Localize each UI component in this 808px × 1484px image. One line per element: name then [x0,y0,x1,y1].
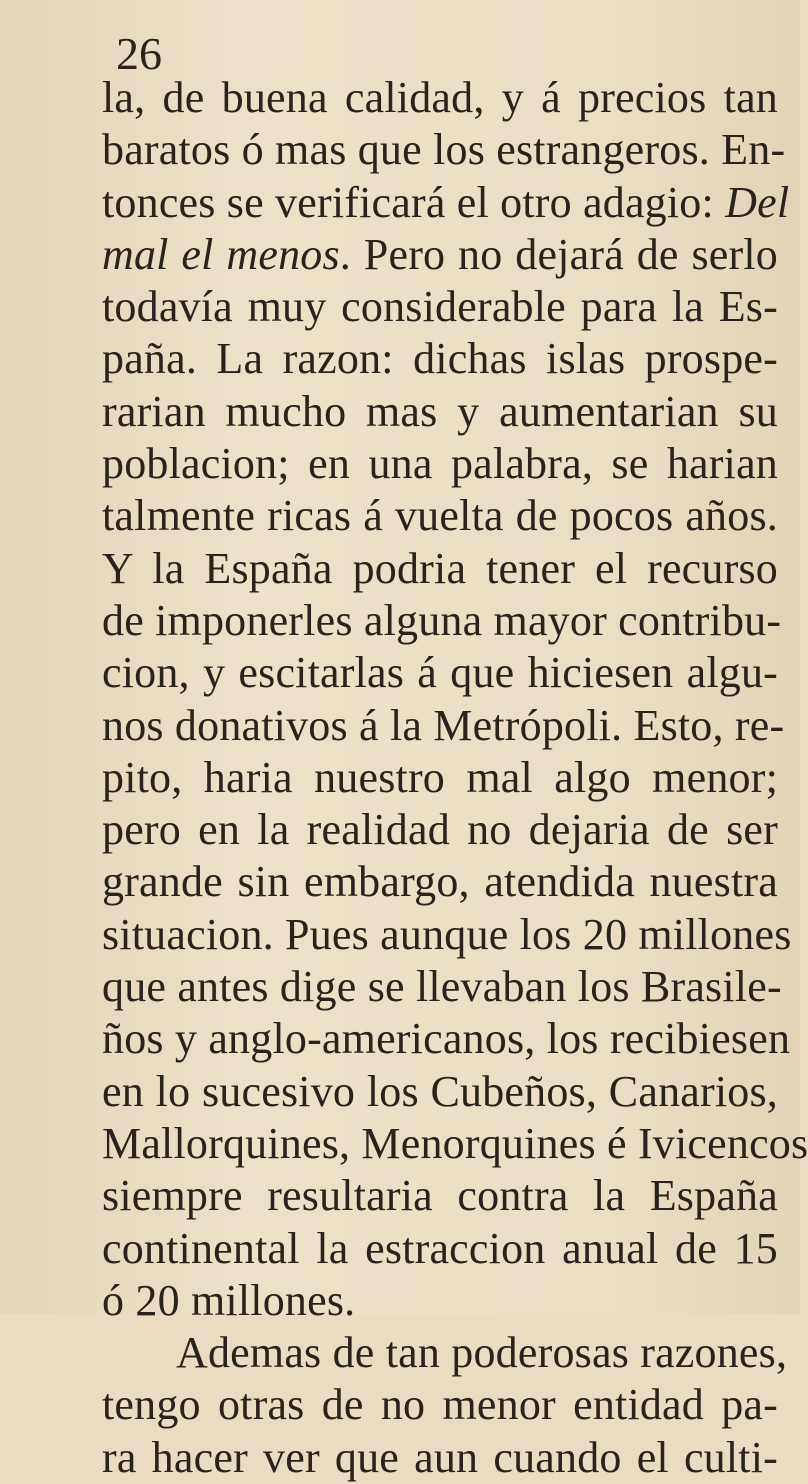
line-text: Mallorquines, Menorquines é Ivicencos [102,1118,808,1168]
text-line [102,281,778,333]
text-line [102,700,785,752]
text-line [102,1432,778,1484]
text-line [102,543,778,595]
text-line [102,961,782,1013]
italic-text: mal el menos [102,229,340,279]
line-text: de imponerles alguna mayor contribu- [102,595,782,645]
line-text: en lo sucesivo los Cubeños, Canarios, [102,1066,778,1116]
body-text [102,72,808,1484]
line-text: ños y anglo-americanos, los recibiesen [102,1014,791,1064]
text-line [102,438,778,490]
line-text: pito, haria nuestro mal algo menor; [102,752,778,802]
text-line [102,229,778,281]
text-line [102,72,778,124]
italic-text: Del [725,177,790,227]
line-text: tonces se verificará el otro adagio: [102,177,726,227]
text-line [102,1379,778,1431]
text-line [102,490,778,542]
text-line [102,1013,791,1065]
text-line [102,124,786,176]
text-line [102,804,778,856]
line-text: paña. La razon: dichas islas prospe- [102,334,778,384]
text-line [102,752,778,804]
line-text: todavía muy considerable para la Es- [102,282,778,332]
line-text: grande sin embargo, atendida nuestra [102,857,778,907]
text-line [102,333,778,385]
page-number: 26 [116,28,162,79]
line-text: Y la España podria tener el recurso [102,543,778,593]
text-line [102,1066,778,1118]
text-line [102,1275,778,1327]
line-text: pero en la realidad no dejaria de ser [102,805,778,855]
line-text: continental la estraccion anual de 15 [102,1223,778,1273]
text-line [102,1170,778,1222]
line-text: Ademas de tan poderosas razones, [176,1328,788,1378]
line-text: ó 20 millones. [102,1275,356,1325]
line-text: ra hacer ver que aun cuando el culti- [102,1432,778,1482]
line-text: . Pero no dejará de serlo [339,229,778,279]
text-line [102,595,782,647]
text-line [102,386,778,438]
line-text: situacion. Pues aunque los 20 millones [102,909,792,959]
line-text: nos donativos á la Metrópoli. Esto, re- [102,700,785,750]
line-text: siempre resultaria contra la España [102,1171,778,1221]
line-text: rarian mucho mas y aumentarian su [102,386,778,436]
text-line [102,647,778,699]
line-text: poblacion; en una palabra, se harian [102,439,778,489]
line-text: cion, y escitarlas á que hiciesen algu- [102,648,778,698]
text-line [102,1327,788,1379]
line-text: la, de buena calidad, y á precios tan [102,73,778,122]
line-text: tengo otras de no menor entidad pa- [102,1380,778,1430]
text-line [102,1223,778,1275]
line-text: talmente ricas á vuelta de pocos años. [102,491,778,541]
text-line [102,1118,808,1170]
text-line [102,856,778,908]
line-text: baratos ó mas que los estrangeros. En- [102,125,786,175]
text-line [102,909,792,961]
line-text: que antes dige se llevaban los Brasile- [102,962,782,1012]
text-line [102,177,790,229]
